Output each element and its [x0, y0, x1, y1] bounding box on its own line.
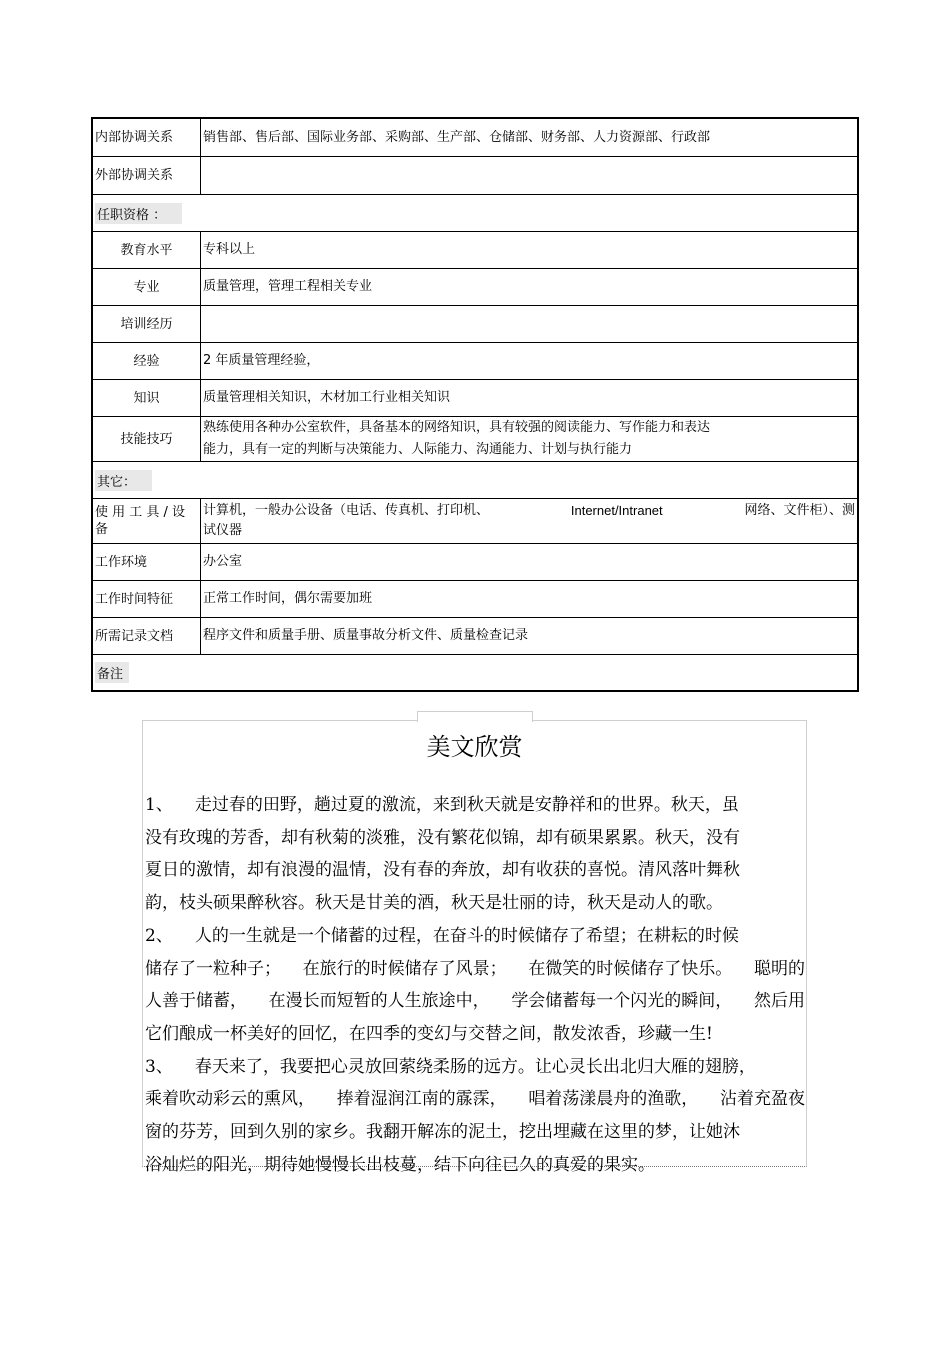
- job-description-table: [91, 117, 859, 692]
- row-label: 知识: [93, 380, 201, 416]
- essay-line: 夏日的激情，却有浪漫的温情，没有春的奔放，却有收获的喜悦。清风落叶舞秋: [145, 860, 740, 881]
- skills-line-2: 能力，具有一定的判断与决策能力、人际能力、沟通能力、计划与执行能力: [203, 442, 633, 457]
- row-label: 外部协调关系: [93, 157, 201, 194]
- section-header-row: [93, 462, 857, 499]
- table-row: [93, 499, 857, 544]
- essay-line: 韵，枝头硕果醉秋容。秋天是甘美的酒，秋天是壮丽的诗，秋天是动人的歌。: [145, 893, 723, 914]
- row-value: 2 年质量管理经验，: [203, 353, 320, 368]
- row-value: [201, 417, 857, 461]
- row-label: 教育水平: [93, 232, 201, 268]
- essay-title: 美文欣赏: [426, 733, 523, 761]
- row-value: 正常工作时间，偶尔需要加班: [203, 591, 373, 606]
- table-row: [93, 417, 857, 462]
- essay-line: 3、 春天来了，我要把心灵放回萦绕柔肠的远方。让心灵长出北归大雁的翅膀，: [145, 1056, 756, 1077]
- table-row: [93, 232, 857, 269]
- row-label: 所需记录文档: [93, 618, 201, 654]
- table-row: [93, 269, 857, 306]
- row-value: 质量管理，管理工程相关专业: [203, 279, 373, 294]
- tools-label-line-2: 备: [95, 522, 109, 537]
- row-label: 专业: [93, 269, 201, 305]
- row-value: [201, 157, 857, 194]
- essay-body: [145, 789, 805, 1181]
- section-header-row: [93, 195, 857, 232]
- remarks-header: 备注: [95, 662, 129, 683]
- row-value: 销售部、售后部、国际业务部、采购部、生产部、仓储部、财务部、人力资源部、行政部: [203, 129, 711, 145]
- essay-line: 2、 人的一生就是一个储蓄的过程，在奋斗的时候储存了希望；在耕耘的时候: [145, 925, 739, 946]
- table-row: [93, 380, 857, 417]
- qualifications-header: 任职资格 ：: [95, 203, 182, 224]
- row-label: 工作环境: [93, 544, 201, 580]
- row-value: 质量管理相关知识，木材加工行业相关知识: [203, 390, 451, 405]
- row-value: 办公室: [203, 554, 243, 569]
- row-label: 经验: [93, 343, 201, 379]
- essay-line: 它们酿成一杯美好的回忆，在四季的变幻与交替之间，散发浓香，珍藏一生!: [145, 1023, 713, 1044]
- table-row: [93, 119, 857, 157]
- essay-line: 人善于储蓄， 在漫长而短暂的人生旅途中， 学会储蓄每一个闪光的瞬间， 然后用: [145, 991, 805, 1012]
- other-header: 其它：: [95, 470, 152, 491]
- table-row: [93, 618, 857, 655]
- section-header-row: [93, 655, 857, 690]
- essay-line: 乘着吹动彩云的熏风， 捧着湿润江南的霡霂， 唱着荡漾晨舟的渔歌， 沾着充盈夜: [145, 1089, 805, 1110]
- table-row: [93, 544, 857, 581]
- row-label: 技能技巧: [93, 417, 201, 461]
- table-row: [93, 581, 857, 618]
- essay-header-tab: [417, 711, 533, 722]
- table-row: [93, 306, 857, 343]
- skills-line-1: 熟练使用各种办公室软件，具备基本的网络知识，具有较强的阅读能力、写作能力和表达: [203, 420, 711, 435]
- row-value: 专科以上: [203, 242, 256, 257]
- row-label: 工作时间特征: [93, 581, 201, 617]
- essay-line: 窗的芬芳，回到久别的家乡。我翻开解冻的泥土，挖出埋藏在这里的梦，让她沐: [145, 1122, 740, 1143]
- essay-line: 1、 走过春的田野，趟过夏的激流，来到秋天就是安静祥和的世界。秋天，虽: [145, 795, 739, 815]
- row-value: 程序文件和质量手册、质量事故分析文件、质量检查记录: [203, 628, 529, 643]
- tools-line-2: 试仪器: [203, 523, 243, 538]
- row-label: 培训经历: [93, 306, 201, 342]
- essay-line: 浴灿烂的阳光，期待她慢慢长出枝蔓，结下向往已久的真爱的果实。: [145, 1154, 655, 1175]
- table-row: [93, 157, 857, 195]
- essay-box: [142, 720, 807, 1175]
- essay-line: 储存了一粒种子； 在旅行的时候储存了风景； 在微笑的时候储存了快乐。 聪明的: [145, 958, 805, 979]
- tools-label-line-1: 使 用 工 具 / 设: [95, 505, 186, 520]
- table-row: [93, 343, 857, 380]
- row-value: [201, 306, 857, 342]
- row-value: [201, 499, 857, 543]
- tools-line-1: 计算机，一般办公设备（电话、传真机、打印机、 Internet/Intranet 网络、文件柜）、测: [203, 503, 855, 518]
- row-label: 内部协调关系: [93, 119, 201, 156]
- essay-line: 没有玫瑰的芳香，却有秋菊的淡雅，没有繁花似锦，却有硕果累累。秋天，没有: [145, 827, 740, 848]
- row-label: [93, 499, 201, 543]
